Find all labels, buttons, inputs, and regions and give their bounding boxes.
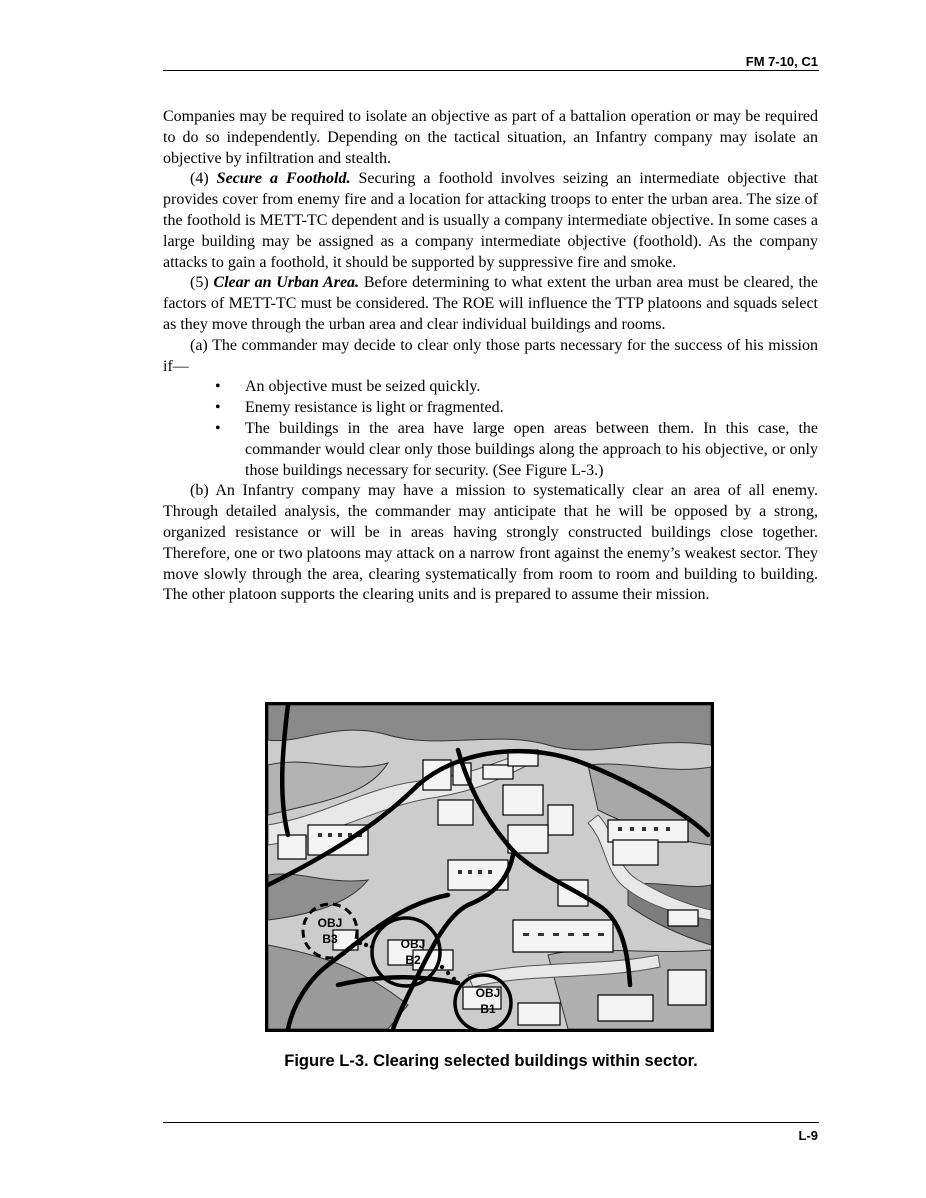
list-item-text: An objective must be seized quickly. — [245, 378, 481, 396]
paragraph-number: (5) — [190, 274, 209, 292]
paragraph-text: Before determining to what extent the urban area must be cleared, the factors of METT-TC must be considered. The ROE will influence the TTP platoons and squads select as they move through the urban area and clear individual buildings and rooms. — [163, 274, 819, 333]
paragraph-clear-urban-area — [163, 273, 818, 335]
objective-label: OBJ — [400, 937, 426, 951]
list-item — [163, 419, 818, 481]
paragraph-isolate: Companies may be required to isolate an objective as part of a battalion operation or may be required to do so independently. Depending on the tactical situation, an Infantry company may isolate an objective by infiltration and stealth. — [163, 108, 818, 167]
document-id: FM 7-10, C1 — [745, 54, 818, 69]
body-text — [163, 107, 818, 606]
objective-label: OBJ — [475, 986, 501, 1000]
list-item-text: Enemy resistance is light or fragmented. — [245, 399, 504, 417]
paragraph-heading: Secure a Foothold. — [216, 170, 351, 188]
objective-label: B1 — [480, 1002, 496, 1016]
figure-caption: Figure L-3. Clearing selected buildings within sector. — [284, 1052, 698, 1070]
urban-area-illustration — [265, 702, 714, 1032]
list-item — [163, 398, 818, 419]
footer-rule — [163, 1122, 819, 1123]
list-item-text: The buildings in the area have large open areas between them. In this case, the commander would clear only those buildings along the approach to his objective, or only those buildings necessary for security. (See Figure L-3.) — [245, 419, 818, 479]
list-item — [163, 377, 818, 398]
paragraph-heading: Clear an Urban Area. — [213, 274, 360, 292]
paragraph-b: (b) An Infantry company may have a mission to systematically clear an area of all enemy. Through detailed analysis, the commander may anticipate that he will be opposed by a strong, organized resistance or will be in areas having strongly constructed buildings close together. Therefore, one or two platoons may attack on a narrow front against the enemy’s weakest sector. They move slowly through the area, clearing systematically from room to room and building to building. The other platoon supports the clearing units and is prepared to assume their mission. — [163, 482, 818, 604]
objective-label: B2 — [405, 953, 421, 967]
bullet-symbol: • — [215, 399, 221, 417]
condition-list — [163, 377, 818, 481]
paragraph-number: (4) — [190, 170, 209, 188]
objective-label: B3 — [322, 932, 338, 946]
paragraph-text: Securing a foothold involves seizing an intermediate objective that provides cover from enemy fire and a location for attacking troops to enter the urban area. The size of the foothold is METT-TC dependent and is usually a company intermediate objective. In some cases a large building may be assigned as a company intermediate objective (foothold). As the company attacks to gain a foothold, it should be supported by suppressive fire and smoke. — [163, 170, 819, 271]
paragraph-a: (a) The commander may decide to clear only those parts necessary for the success of his mission if— — [163, 336, 818, 375]
objective-label: OBJ — [317, 916, 343, 930]
header-rule — [163, 70, 819, 71]
page-number: L-9 — [798, 1128, 818, 1143]
paragraph-secure-foothold — [163, 169, 818, 273]
bullet-symbol: • — [215, 378, 221, 396]
bullet-symbol: • — [215, 419, 221, 437]
